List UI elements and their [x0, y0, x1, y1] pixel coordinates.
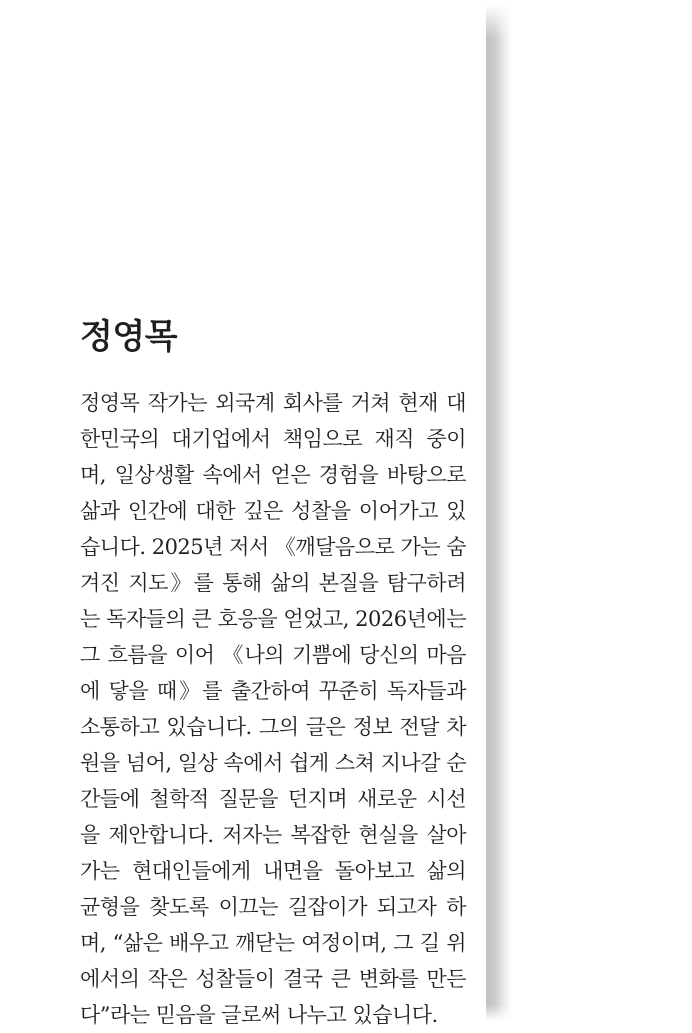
page-curl-shadow-fade-top	[486, 0, 513, 38]
author-bio-paragraph: 정영목 작가는 외국계 회사를 거쳐 현재 대한민국의 대기업에서 책임으로 재직 중이며, 일상생활 속에서 얻은 경험을 바탕으로 삶과 인간에 대한 깊은 성찰을 이어가고 있습니다. 2025년 저서 《깨달음으로 가는 숨겨진 지도》를 통해 삶의 본질을 탐구하려는 독자들의 큰 호응을 얻었고, 2026년에는 그 흐름을 이어 《나의 기쁨에 당신의 마음에 닿을 때》를 출간하여 꾸준히 독자들과 소통하고 있습니다. 그의 글은 정보 전달 차원을 넘어, 일상 속에서 쉽게 스쳐 지나갈 순간들에 철학적 질문을 던지며 새로운 시선을 제안합니다. 저자는 복잡한 현실을 살아가는 현대인들에게 내면을 돌아보고 삶의 균형을 찾도록 이끄는 길잡이가 되고자 하며, “삶은 배우고 깨닫는 여정이며, 그 길 위에서의 작은 성찰들이 결국 큰 변화를 만든다”라는 믿음을 글로써 나누고 있습니다.	[80, 390, 466, 1027]
author-bio-section	[80, 316, 466, 1033]
page-curl-shadow	[486, 0, 513, 1024]
page-curl-shadow-fade-bottom	[486, 1004, 513, 1024]
author-name-title: 정영목	[80, 317, 178, 357]
